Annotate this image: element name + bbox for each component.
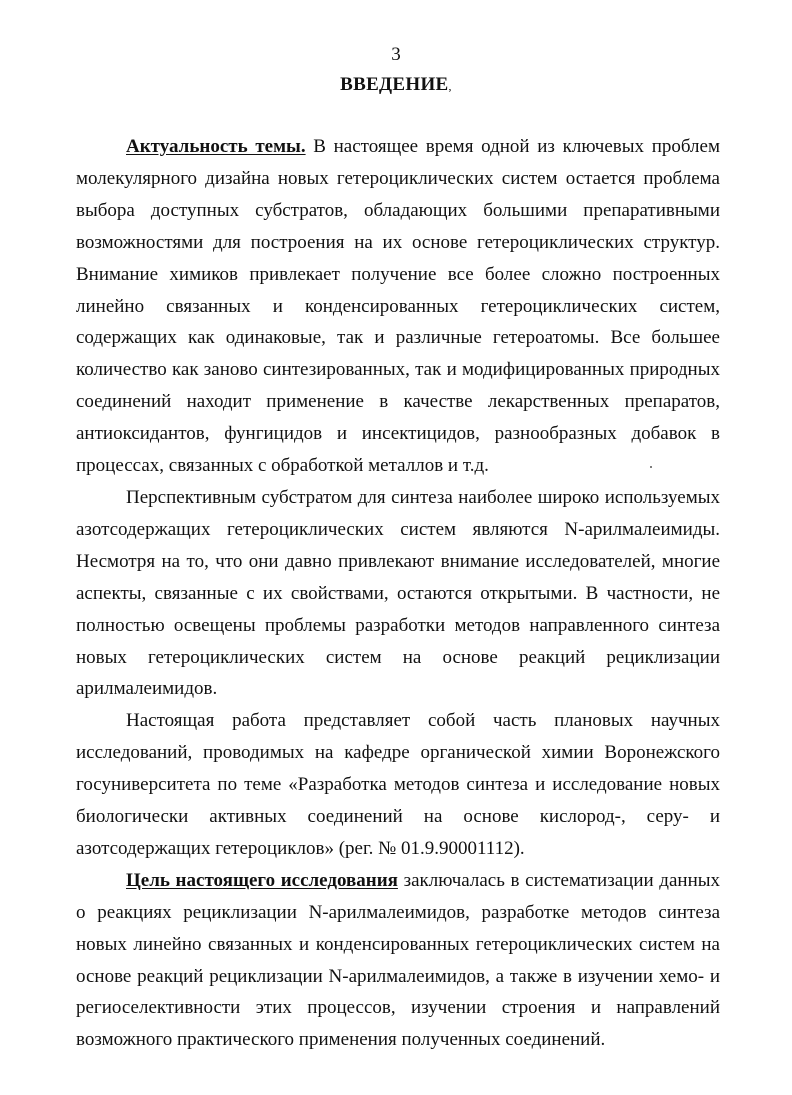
section-heading-text: ВВЕДЕНИЕ bbox=[340, 74, 449, 95]
paragraph-text-goal: заключалась в систематизации данных о реакциях рециклизации N-арилмалеимидов, разработке методов синтеза новых линейно связанных и конденсированных гетероциклических систем на основе реакций рециклизации N-арилмалеимидов, а также в изучении хемо- и региоселективности этих процессов, изучении строения и направлений возможного практического применения полученных соединений. bbox=[76, 869, 721, 1051]
paragraph-lead-goal: Цель настоящего исследования bbox=[126, 869, 398, 891]
document-body bbox=[76, 131, 720, 1056]
page-number: 3 bbox=[391, 44, 401, 65]
paragraph-text-relevance: В настоящее время одной из ключевых проблем молекулярного дизайна новых гетероциклических систем остается проблема выбора доступных субстратов, обладающих большими препаративными возможностями для построения на их основе гетероциклических структур. Внимание химиков привлекает получение все более сложно построенных линейно связанных и конденсированных гетероциклических систем, содержащих как одинаковые, так и различные гетероатомы. Все большее количество как заново синтезированных, так и модифицированных природных соединений находит применение в качестве лекарственных препаратов, антиоксидантов, фунгицидов и инсектицидов, разнообразных добавок в процессах, связанных с обработкой металлов и т.д. bbox=[76, 136, 720, 477]
paragraph-substrates bbox=[76, 482, 720, 705]
paragraph-lead-relevance: Актуальность темы. bbox=[126, 136, 306, 157]
paragraph-relevance bbox=[76, 131, 720, 482]
scan-speck bbox=[650, 466, 652, 468]
section-heading bbox=[0, 72, 792, 99]
paragraph-text-research-plan: Настоящая работа представляет собой часть плановых научных исследований, проводимых на кафедре органической химии Воронежского госуниверситета по теме «Разработка методов синтеза и исследование новых биологически активных соединений на основе кислород-, серу- и азотсодержащих гетероциклов» (рег. № 01.9.90001112). bbox=[76, 710, 720, 859]
paragraph-text-substrates: Перспективным субстратом для синтеза наиболее широко используемых азотсодержащих гетероциклических систем являются N-арилмалеимиды. Несмотря на то, что они давно привлекают внимание исследователей, многие аспекты, связанные с их свойствами, остаются открытыми. В частности, не полностью освещены проблемы разработки методов направленного синтеза новых гетероциклических систем на основе реакций рециклизации арилмалеимидов. bbox=[76, 486, 720, 700]
paragraph-goal bbox=[76, 865, 720, 1056]
paragraph-research-plan bbox=[76, 705, 720, 865]
heading-suffix: , bbox=[448, 79, 452, 93]
